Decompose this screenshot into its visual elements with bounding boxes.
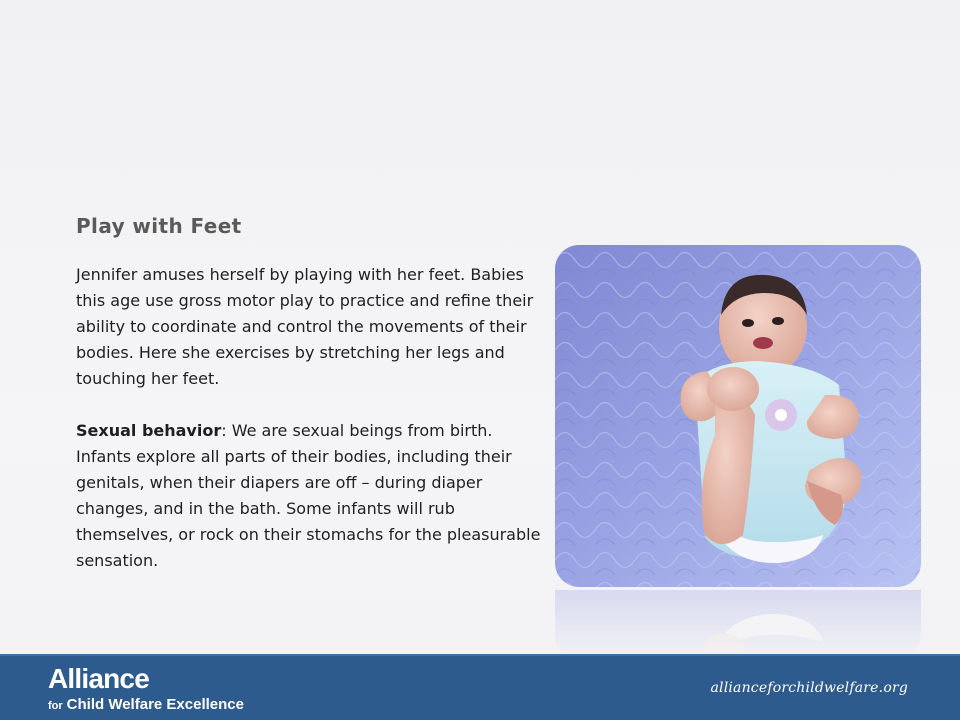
slide-title: Play with Feet <box>76 214 242 238</box>
website-url: allianceforchildwelfare.org <box>710 680 908 696</box>
infant-photo-image <box>555 245 921 587</box>
paragraph-sexual-behavior <box>76 418 550 574</box>
sexual-behavior-heading: Sexual behavior <box>76 421 222 440</box>
alliance-logo <box>48 664 244 715</box>
footer-bar <box>0 654 960 720</box>
paragraph-play: Jennifer amuses herself by playing with her feet. Babies this age use gross motor play to practice and refine their ability to coordinate and control the movements of their bodies. Here she exercises by stretching her legs and touching her feet. <box>76 265 534 388</box>
logo-subtitle <box>48 696 244 715</box>
infant-photo-reflection <box>555 590 921 660</box>
logo-alliance-text: Alliance <box>48 663 149 694</box>
logo-for-text: for <box>48 700 63 712</box>
paragraph-spacer <box>76 392 550 418</box>
logo-child-welfare-text: Child Welfare Excellence <box>66 696 244 713</box>
sexual-behavior-text: : We are sexual beings from birth. Infants explore all parts of their bodies, including their genitals, when their diapers are off – during diaper changes, and in the bath. Some infants will rub themselves, or rock on their stomachs for the pleasurable sensation. <box>76 421 541 570</box>
infant-photo <box>555 245 921 587</box>
slide-body <box>76 262 550 574</box>
